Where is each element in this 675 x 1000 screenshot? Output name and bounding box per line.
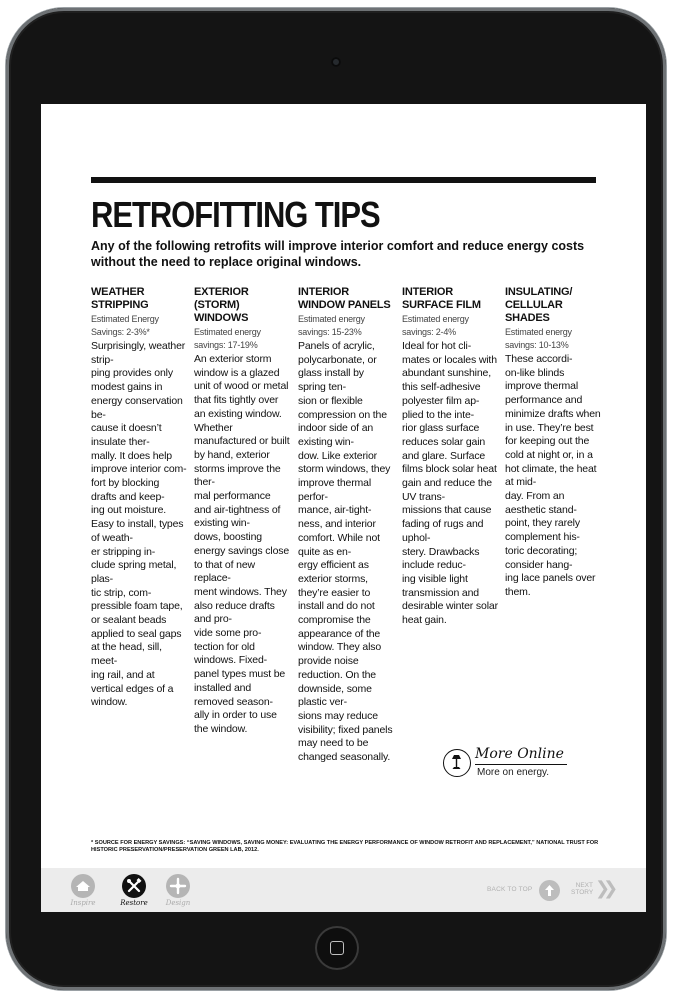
lamp-icon [443, 749, 471, 777]
home-square-icon [330, 941, 344, 955]
title-rule [91, 177, 596, 183]
column-storm-windows [194, 286, 290, 737]
nav-item-inspire[interactable] [65, 874, 101, 907]
next-story-label [571, 882, 593, 896]
front-camera [331, 57, 341, 67]
column-heading: INTERIOR SURFACE FILM [402, 286, 481, 311]
savings-estimate: Estimated Energy Savings: 2-3%* [91, 314, 159, 337]
savings-estimate: Estimated energy savings: 10-13% [505, 327, 572, 350]
tablet-frame [6, 8, 666, 990]
compass-icon [166, 874, 190, 898]
column-body: An exterior storm window is a glazed unit of wood or metal that fits tightly over an existing window. Whether manufactured or built by hand, exterior storms improve the ther- mal performance and air-tightness of existing win- dows, boosting energy savings close to that of new replace- ment windows. They also reduce drafts and pro- vide some pro- tection for old windows. Fixed- panel types must be installed and removed season- ally in order to use the window. [194, 353, 290, 735]
page-title: RETROFITTING TIPS [91, 194, 380, 235]
column-cellular-shades [505, 286, 601, 600]
next-story-line1: NEXT [575, 882, 593, 889]
double-chevron-right-icon: ❯❯ [595, 878, 612, 899]
column-body: These accordi- on-like blinds improve thermal performance and minimize drafts when in use. They’re best for keeping out the cold at night or, in a hot climate, the heat at mid- day. From an aesthetic stand- point, they rarely complement his- toric decorating; consider hang- ing lace panels over them. [505, 353, 601, 598]
nav-label: Restore [120, 899, 148, 907]
savings-estimate: Estimated energy savings: 17-19% [194, 327, 261, 350]
more-online-subtitle: More on energy. [477, 767, 550, 778]
savings-estimate: Estimated energy savings: 15-23% [298, 314, 365, 337]
intro-text: Any of the following retrofits will improve interior comfort and reduce energy costs without the need to replace original windows. [91, 239, 585, 269]
next-story-line2: STORY [571, 889, 594, 896]
more-online-link[interactable] [443, 746, 571, 782]
bottom-nav-bar [41, 868, 646, 912]
column-body: Surprisingly, weather strip- ping provides only modest gains in energy conservation be- cause it doesn’t insulate ther- mally. It does help improve interior com- fort by blocking drafts and keep- ing out moisture. Easy to install, types of weath- er stripping in- clude spring metal, plas- tic strip, com- pressible foam tape, or sealant beads applied to seal gaps at the head, sill, meet- ing rail, and at vertical edges of a window. [91, 340, 187, 709]
next-story-button[interactable] [571, 880, 613, 902]
footnote: * SOURCE FOR ENERGY SAVINGS: “SAVING WINDOWS, SAVING MONEY: EVALUATING THE ENERGY PERFORMANCE OF WINDOW RETROFIT AND REPLACEMENT,” NATIONAL TRUST FOR HISTORIC PRESERVATION/PRESERVATION GREEN LAB, 2012. [91, 840, 599, 853]
more-online-title: More Online [475, 746, 564, 762]
column-interior-panels [298, 286, 394, 765]
back-to-top-button[interactable] [487, 880, 561, 902]
column-heading: INSULATING/ CELLULAR SHADES [505, 286, 573, 324]
savings-estimate: Estimated energy savings: 2-4% [402, 314, 469, 337]
column-heading: WEATHER STRIPPING [91, 286, 149, 311]
back-to-top-label: BACK TO TOP [487, 886, 533, 893]
nav-label: Design [165, 899, 191, 907]
screen [41, 104, 646, 912]
column-surface-film [402, 286, 498, 628]
column-body: Panels of acrylic, polycarbonate, or glass install by spring ten- sion or flexible compression on the indoor side of an existing win- dow. Like exterior storm windows, they improve thermal perfor- mance, air-tight- ness, and interior comfort. While not quite as en- ergy efficient as exterior storms, they’re easier to install and do not compromise the appearance of the window. They also provide noise reduction. On the downside, some plastic ver- sions may reduce visibility; fixed panels may need to be changed seasonally. [298, 340, 393, 764]
nav-item-design[interactable] [160, 874, 196, 907]
column-heading: INTERIOR WINDOW PANELS [298, 286, 391, 311]
house-icon [71, 874, 95, 898]
arrow-up-icon [539, 880, 560, 901]
column-body: Ideal for hot cli- mates or locales with abundant sunshine, this self-adhesive polyester film ap- plied to the inte- rior glass surface reduces solar gain and glare. Surface films block solar heat gain and reduce the UV trans- missions that cause fading of rugs and uphol- stery. Drawbacks include reduc- ing visible light transmission and desirable winter solar heat gain. [402, 340, 498, 627]
home-button[interactable] [315, 926, 359, 970]
nav-label: Inspire [70, 899, 96, 907]
more-online-underline [475, 764, 567, 765]
column-heading: EXTERIOR (STORM) WINDOWS [194, 286, 249, 324]
column-weather-stripping [91, 286, 187, 710]
tools-icon [122, 874, 146, 898]
nav-item-restore[interactable] [116, 874, 152, 907]
